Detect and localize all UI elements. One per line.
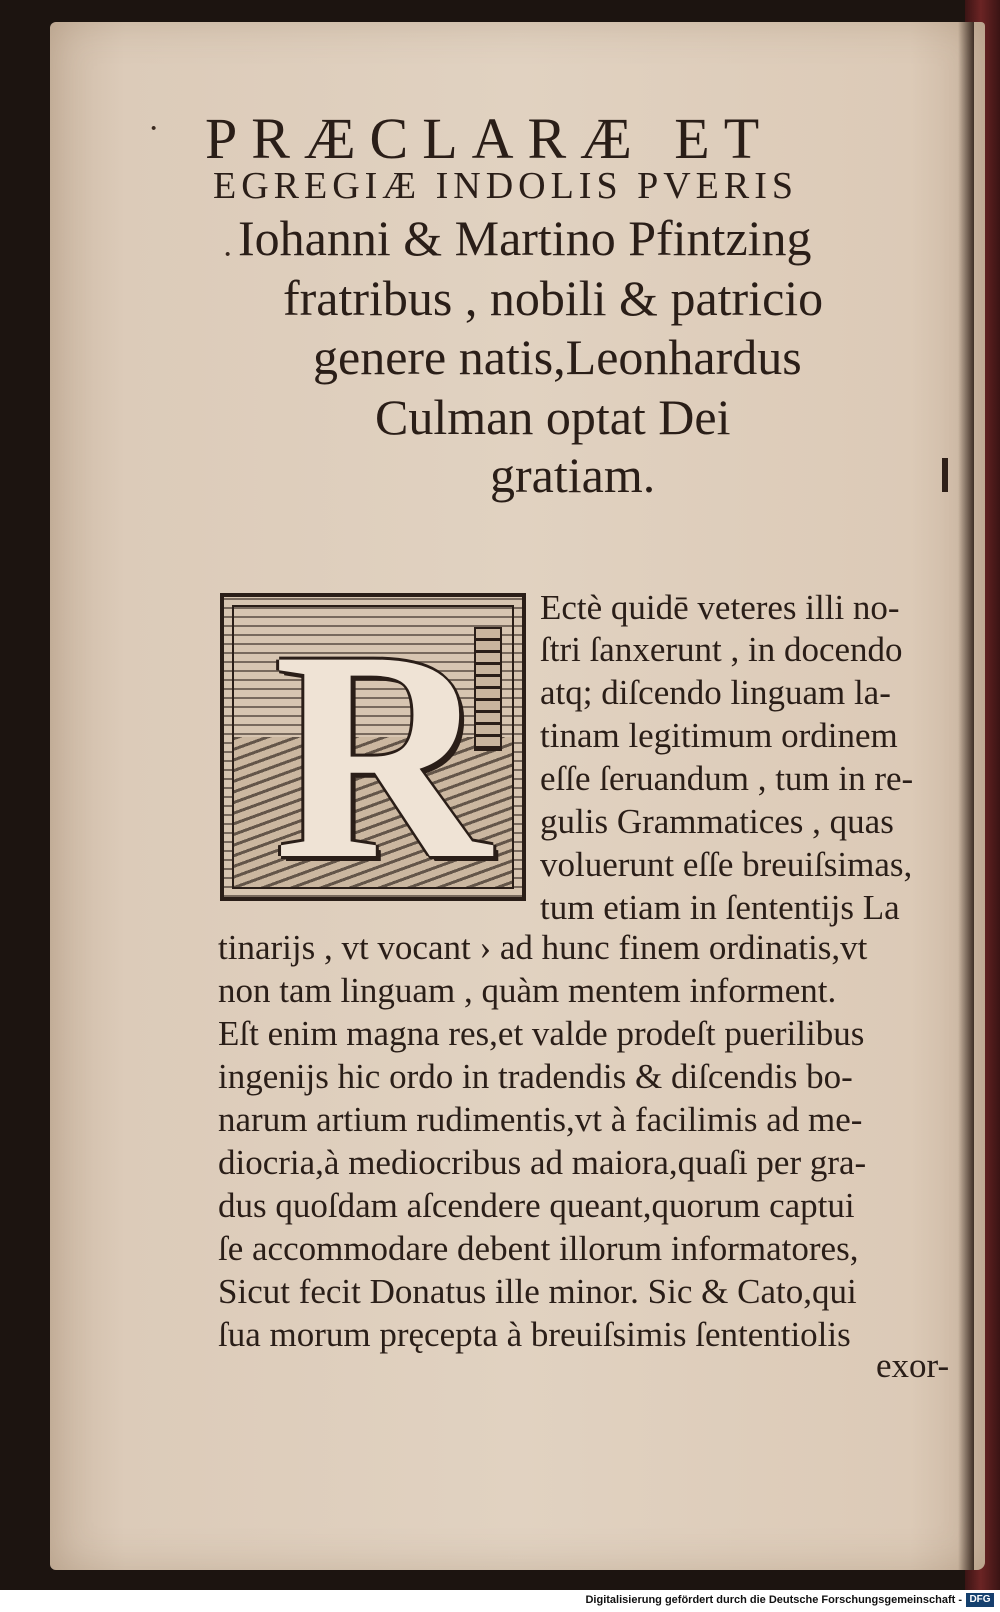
ink-speck: · [222,236,234,273]
text-line: ſe accommodare debent illorum informatores, [218,1229,859,1268]
text-line: ſtri ſanxerunt , in docendo [540,630,903,669]
text-line: dus quoſdam aſcendere queant,quorum captui [218,1186,855,1225]
text-line: ingenijs hic ordo in tradendis & diſcendis bo- [218,1057,853,1096]
text-line: tinam legitimum ordinem [540,716,898,755]
initial-frame [232,589,514,921]
text-line: Ectè quidē veteres illi no- [540,588,900,627]
title-line-5: genere natis,Leonhardus [313,329,802,385]
text-line: Eſt enim magna res,et valde prodeſt puerilibus [218,1014,865,1053]
text-line: non tam linguam , quàm mentem informent. [218,971,837,1010]
footer-credit: Digitalisierung gefördert durch die Deutsche Forschungsgemeinschaft - [585,1594,962,1606]
catchword: exor- [876,1346,950,1385]
ink-bar-mark [942,458,948,492]
initial-letter: R [274,589,491,921]
text-line: tinarijs , vt vocant › ad hunc finem ordinatis,vt [218,928,868,967]
page-gutter-shadow [958,22,974,1570]
dfg-logo-icon: DFG [966,1593,994,1607]
title-line-1: PRÆCLARÆ ET [205,106,774,171]
text-line: atq; diſcendo linguam la- [540,673,891,712]
ink-speck: · [148,110,160,147]
text-line: narum artium rudimentis,vt à facilimis ad me- [218,1100,863,1139]
text-line: Sicut fecit Donatus ille minor. Sic & Cato,qui [218,1272,857,1311]
title-line-4: fratribus , nobili & patricio [283,270,824,326]
title-line-3: Iohanni & Martino Pfintzing [238,210,812,266]
decorated-initial [220,589,526,921]
title-line-6: Culman optat Dei [375,389,731,445]
digitization-footer [0,1590,1000,1612]
text-line: gulis Grammatices , quas [540,802,894,841]
title-line-7: gratiam. [490,447,656,503]
text-line: diocria,à mediocribus ad maiora,quaſi per gra- [218,1143,867,1182]
text-line: ſua morum pręcepta à breuiſsimis ſententiolis [218,1315,851,1354]
text-line: voluerunt eſſe breuiſsimas, [540,845,913,884]
title-line-2: EGREGIÆ INDOLIS PVERIS [213,165,798,207]
text-line: eſſe ſeruandum , tum in re- [540,759,914,798]
text-line: tum etiam in ſententijs La [540,888,900,927]
